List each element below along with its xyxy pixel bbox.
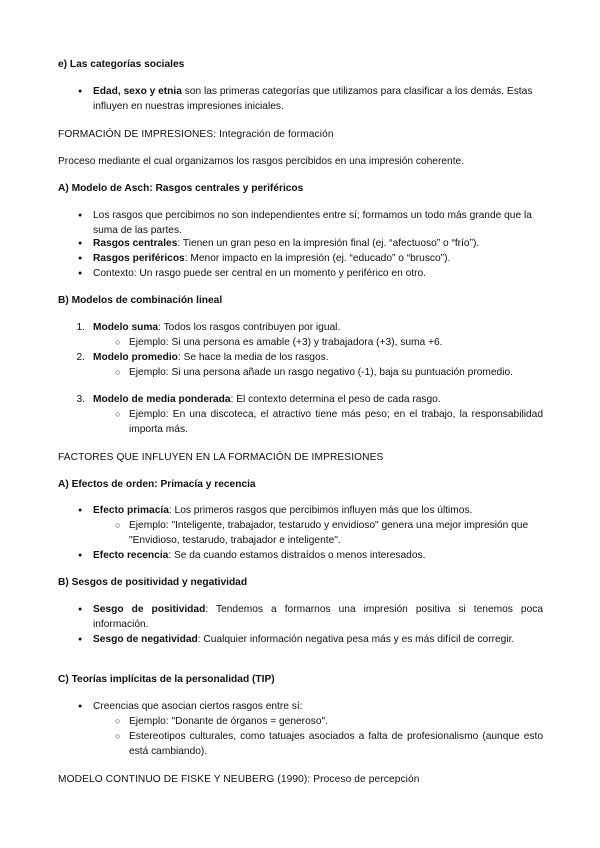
item-text: : Los primeros rasgos que percibimos influyen más que los últimos.	[168, 505, 473, 516]
list-item	[93, 84, 545, 114]
item-text: : Tienen un gran peso en la impresión final (ej. “afectuoso” o “frío”).	[177, 238, 480, 249]
item-bold: Sesgo de negatividad	[93, 634, 198, 645]
list-number: 3.	[76, 394, 85, 405]
subsection-title-asch: A) Modelo de Asch: Rasgos centrales y periféricos	[58, 183, 304, 194]
item-bold: Sesgo de positividad	[93, 604, 206, 615]
list-item	[93, 236, 543, 251]
subsection-title-orden: A) Efectos de orden: Primacía y recencia	[58, 479, 256, 490]
item-text: : Menor impacto en la impresión (ej. “educado” o “brusco”).	[184, 253, 451, 264]
item-bold: Efecto primacía	[93, 505, 169, 516]
section-title-factores: FACTORES QUE INFLUYEN EN LA FORMACIÓN DE IMPRESIONES	[58, 452, 384, 463]
subsection-title-sesgos: B) Sesgos de positividad y negatividad	[58, 577, 248, 588]
list-subitem: ○ Ejemplo: En una discoteca, el atractivo tiene más peso; en el trabajo, la responsabilidad importa más.	[129, 407, 543, 437]
item-text: : Se da cuando estamos distraídos o menos interesados.	[168, 550, 426, 561]
list-number: 1.	[76, 322, 85, 333]
item-bold: Efecto recencia	[93, 550, 169, 561]
item-bold: Edad, sexo y etnia	[93, 86, 182, 97]
section-title-categorias: e) Las categorías sociales	[58, 59, 185, 70]
item-text: : Se hace la media de los rasgos.	[177, 352, 329, 363]
list-subitem: ○ Ejemplo: "Inteligente, trabajador, testarudo y envidioso" genera una mejor impresión que "Envidioso, testarudo, trabajador e inteligente".	[129, 518, 549, 548]
list-item	[93, 320, 543, 335]
list-item	[93, 548, 543, 563]
list-item	[93, 392, 543, 407]
subsection-title-tip: C) Teorías implícitas de la personalidad (TIP)	[58, 674, 275, 685]
item-bold: Rasgos periféricos	[93, 253, 185, 264]
item-text: : Cualquier información negativa pesa más y es más difícil de corregir.	[197, 634, 515, 645]
subsection-title-lineal: B) Modelos de combinación lineal	[58, 295, 223, 306]
list-item	[93, 602, 543, 632]
list-subitem: ○ Ejemplo: Si una persona añade un rasgo negativo (-1), baja su puntuación promedio.	[129, 365, 543, 380]
list-item	[93, 251, 543, 266]
list-subitem: ○ Estereotipos culturales, como tatuajes asociados a falta de profesionalismo (aunque esto está cambiando).	[129, 729, 543, 759]
item-bold: Modelo promedio	[93, 352, 178, 363]
list-item: ● Creencias que asocian ciertos rasgos entre sí:	[93, 699, 543, 714]
item-bold: Modelo suma	[93, 322, 159, 333]
list-subitem: ○ Ejemplo: Si una persona es amable (+3) y trabajadora (+3), suma +6.	[129, 335, 543, 350]
paragraph-intro: Proceso mediante el cual organizamos los rasgos percibidos en una impresión coherente.	[58, 156, 465, 167]
section-title-formacion: FORMACIÓN DE IMPRESIONES: Integración de formación	[58, 129, 334, 140]
list-item	[93, 503, 543, 518]
section-title-fiske: MODELO CONTINUO DE FISKE Y NEUBERG (1990): Proceso de percepción	[58, 774, 420, 785]
item-text: : Todos los rasgos contribuyen por igual.	[158, 322, 341, 333]
item-text: : Tendemos a formarnos una impresión positiva si tenemos poca información.	[93, 604, 543, 630]
list-item	[93, 632, 543, 647]
list-subitem: ○ Ejemplo: "Donante de órganos = generoso".	[129, 714, 543, 729]
item-bold: Modelo de media ponderada	[93, 394, 231, 405]
list-item	[93, 350, 543, 365]
item-text: son las primeras categorías que utilizamos para clasificar a los demás. Estas influyen en nuestras impresiones iniciales.	[93, 86, 533, 112]
list-item: ● Los rasgos que percibimos no son independientes entre sí; formamos un todo más grande que la suma de las partes.	[93, 208, 545, 238]
list-number: 2.	[76, 352, 85, 363]
item-bold: Rasgos centrales	[93, 238, 178, 249]
list-item: ● Contexto: Un rasgo puede ser central en un momento y periférico en otro.	[93, 266, 543, 281]
item-text: : El contexto determina el peso de cada rasgo.	[230, 394, 441, 405]
